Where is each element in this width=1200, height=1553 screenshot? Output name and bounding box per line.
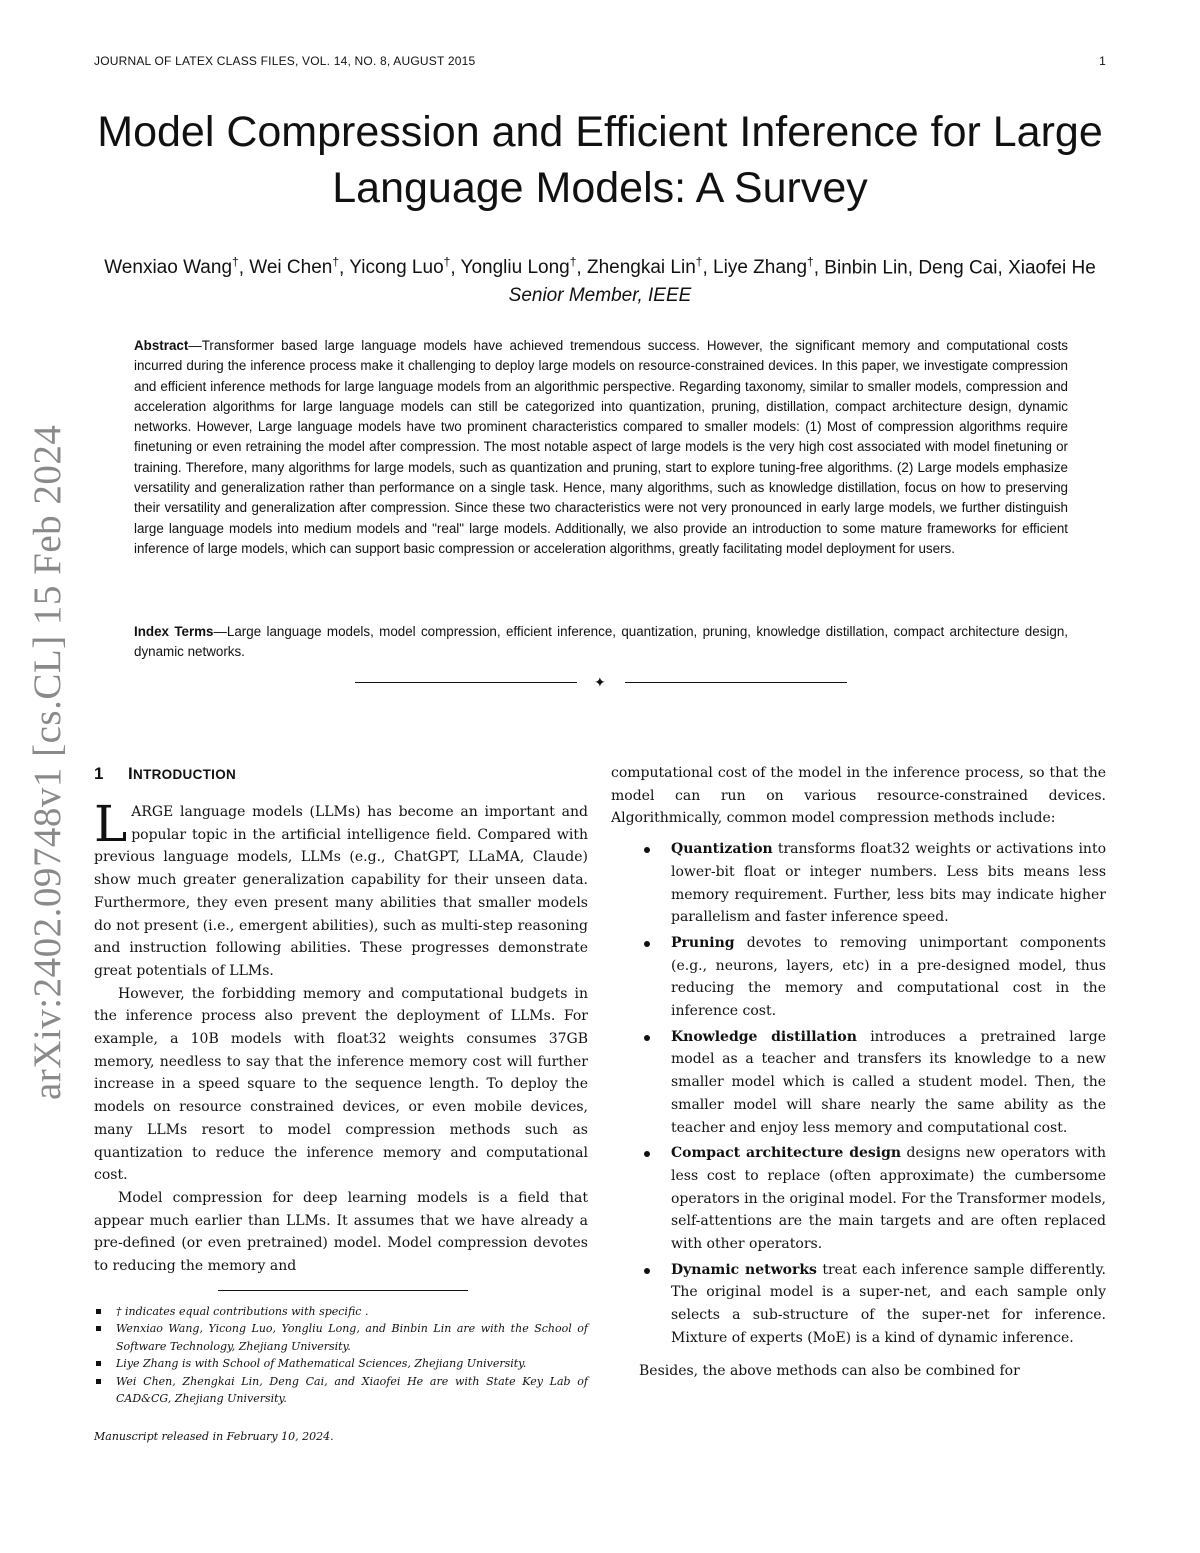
- footnote-item: Wei Chen, Zhengkai Lin, Deng Cai, and Xiaofei He are with State Key Lab of CAD&CG, Zhejiang University.: [94, 1373, 588, 1408]
- author-5: Zhengkai Lin†: [586, 255, 703, 279]
- footnote-bullet-icon: [96, 1309, 101, 1314]
- footnote-item: † indicates equal contributions with specific .: [94, 1303, 588, 1321]
- footnote-item: Liye Zhang is with School of Mathematical Sciences, Zhejiang University.: [94, 1355, 588, 1373]
- section-title-initial: I: [128, 764, 134, 783]
- bullet-icon: [644, 1268, 650, 1274]
- author-9: Xiaofei He: [1008, 257, 1096, 279]
- bullet-icon: [644, 1035, 650, 1041]
- drop-cap-continuation: ARGE: [131, 804, 174, 820]
- method-name: Quantization: [671, 841, 773, 858]
- footnote-bullet-icon: [96, 1379, 101, 1384]
- intro-paragraph-2: However, the forbidding memory and computational budgets in the inference process also prevent the deployment of LLMs. For example, a 10B models with float32 weights consumes 37GB memory, needless to say that the inference memory cost will further increase in a speed square to the sequence length. To deploy the models on resource constrained devices, or even mobile devices, many LLMs resort to model compression methods such as quantization to reduce the inference memory and computational cost.: [94, 985, 588, 1184]
- method-description: treat each inference sample differently. The original model is a super-net, and each sample only selects a sub-structure of the super-net for inference. Mixture of experts (MoE) is a kind of dynamic inference.: [671, 1261, 1106, 1346]
- list-item: [611, 1142, 1106, 1256]
- drop-cap: L: [94, 795, 128, 853]
- compression-methods-list: [611, 838, 1106, 1349]
- footnote-bullet-icon: [96, 1326, 101, 1331]
- page-number: 1: [1099, 54, 1106, 68]
- method-description: transforms float32 weights or activations into lower-bit float or integer numbers. Less bits means less memory requirement. Further, less bits may indicate higher parallelism and faster inference speed.: [671, 841, 1106, 926]
- intro-paragraph-4: Besides, the above methods can also be combined for: [639, 1362, 1020, 1379]
- method-name: Compact architecture design: [671, 1145, 902, 1162]
- footnote-list: [94, 1303, 588, 1408]
- separator-line-left: [355, 682, 577, 683]
- arxiv-stamp: arXiv:2402.09748v1 [cs.CL] 15 Feb 2024: [26, 424, 69, 1100]
- left-column: [94, 762, 588, 1448]
- author-3: Yicong Luo†: [349, 255, 451, 279]
- section-separator: [355, 672, 847, 692]
- paper-title: Model Compression and Efficient Inference for Large Language Models: A Survey: [97, 108, 1103, 212]
- author-7: Binbin Lin: [824, 257, 908, 279]
- journal-header: JOURNAL OF LATEX CLASS FILES, VOL. 14, NO. 8, AUGUST 2015: [94, 54, 476, 68]
- intro-paragraph-1: [94, 795, 588, 983]
- abstract: [134, 336, 1068, 559]
- list-item: [611, 932, 1106, 1023]
- author-4: Yongliu Long†: [460, 255, 577, 279]
- footnote-bullet-icon: [96, 1361, 101, 1366]
- footnote-item: Wenxiao Wang, Yicong Luo, Yongliu Long, and Binbin Lin are with the School of Software Technology, Zhejiang University.: [94, 1320, 588, 1355]
- author-8: Deng Cai: [918, 257, 998, 279]
- section-title-rest: NTRODUCTION: [133, 767, 237, 782]
- separator-diamond-icon: ✦: [594, 675, 606, 691]
- manuscript-note: Manuscript released in February 10, 2024.: [94, 1429, 334, 1443]
- method-name: Dynamic networks: [671, 1261, 817, 1278]
- index-terms-text: —Large language models, model compression, efficient inference, quantization, pruning, knowledge distillation, compact architecture design, dynamic networks.: [134, 624, 1068, 660]
- author-membership: Senior Member, IEEE: [508, 285, 692, 307]
- intro-paragraph-3-continued: computational cost of the model in the inference process, so that the model can run on various resource-constrained devices. Algorithmically, common model compression methods include:: [611, 765, 1106, 827]
- author-2: Wei Chen†: [249, 255, 340, 279]
- method-name: Pruning: [671, 934, 735, 951]
- running-header: [94, 54, 1106, 72]
- right-column: [611, 762, 1106, 1382]
- list-item: [611, 838, 1106, 929]
- section-number: 1: [94, 764, 104, 783]
- method-description: introduces a pretrained large model as a teacher and transfers its knowledge to a new smaller model which is called a student model. Then, the smaller model will share nearly the same ability as the teacher and enjoy less memory and computational cost.: [671, 1028, 1106, 1136]
- intro-paragraph-3: Model compression for deep learning models is a field that appear much earlier than LLMs. It assumes that we have already a pre-defined (or even pretrained) model. Model compression devotes to reducing the memory and: [94, 1189, 588, 1275]
- bullet-icon: [644, 847, 650, 853]
- footnote-rule: [218, 1290, 468, 1291]
- section-heading: [94, 762, 588, 787]
- abstract-text: —Transformer based large language models have achieved tremendous success. However, the significant memory and computational costs incurred during the inference process make it challenging to deploy large models on resource-constrained devices. In this paper, we investigate compression and efficient inference methods for large language models from an algorithmic perspective. Regarding taxonomy, similar to smaller models, compression and acceleration algorithms for large language models can still be categorized into quantization, pruning, distillation, compact architecture design, dynamic networks. However, Large language models have two prominent characteristics compared to smaller models: (1) Most of compression algorithms require finetuning or even retraining the model after compression. The most notable aspect of large models is the very high cost associated with model finetuning or training. Therefore, many algorithms for large models, such as quantization and pruning, start to explore tuning-free algorithms. (2) Large models emphasize versatility and generalization rather than performance on a single task. Hence, many algorithms, such as knowledge distillation, focus on how to preserving their versatility and generalization after compression. Since these two characteristics were not very pronounced in early large models, we further distinguish large language models into medium models and "real" large models. Additionally, we also provide an introduction to some mature frameworks for efficient inference of large models, which can support basic compression or acceleration algorithms, greatly facilitating model deployment for users.: [134, 338, 1068, 556]
- author-list: Wenxiao Wang†, Wei Chen†, Yicong Luo†, Yongliu Long†, Zhengkai Lin†, Liye Zhang†, Binbin Lin, Deng Cai, Xiaofei He Senior Member, IEEE: [104, 255, 1096, 307]
- intro-paragraph-1-text: language models (LLMs) has become an important and popular topic in the artificial intelligence field. Compared with previous language models, LLMs (e.g., ChatGPT, LLaMA, Claude) show much greater generalization capability for their unseen data. Furthermore, they even present many abilities that smaller models do not present (i.e., emergent abilities), such as multi-step reasoning and instruction following abilities. These progresses demonstrate great potentials of LLMs.: [94, 804, 588, 979]
- method-name: Knowledge distillation: [671, 1028, 857, 1045]
- author-1: Wenxiao Wang†: [104, 255, 239, 279]
- method-description: designs new operators with less cost to replace (often approximate) the cumbersome operators in the original model. For the Transformer models, self-attentions are the main targets and are often replaced with other operators.: [671, 1145, 1106, 1253]
- separator-line-right: [625, 682, 847, 683]
- abstract-label: Abstract: [134, 338, 189, 353]
- author-6: Liye Zhang†: [713, 255, 814, 279]
- bullet-icon: [644, 941, 650, 947]
- bullet-icon: [644, 1151, 650, 1157]
- method-description: devotes to removing unimportant components (e.g., neurons, layers, etc) in a pre-designed model, thus reducing the memory and computational cost in the inference cost.: [671, 934, 1106, 1020]
- index-terms: [134, 622, 1068, 663]
- list-item: [611, 1026, 1106, 1140]
- list-item: [611, 1259, 1106, 1350]
- index-terms-label: Index Terms: [134, 624, 214, 639]
